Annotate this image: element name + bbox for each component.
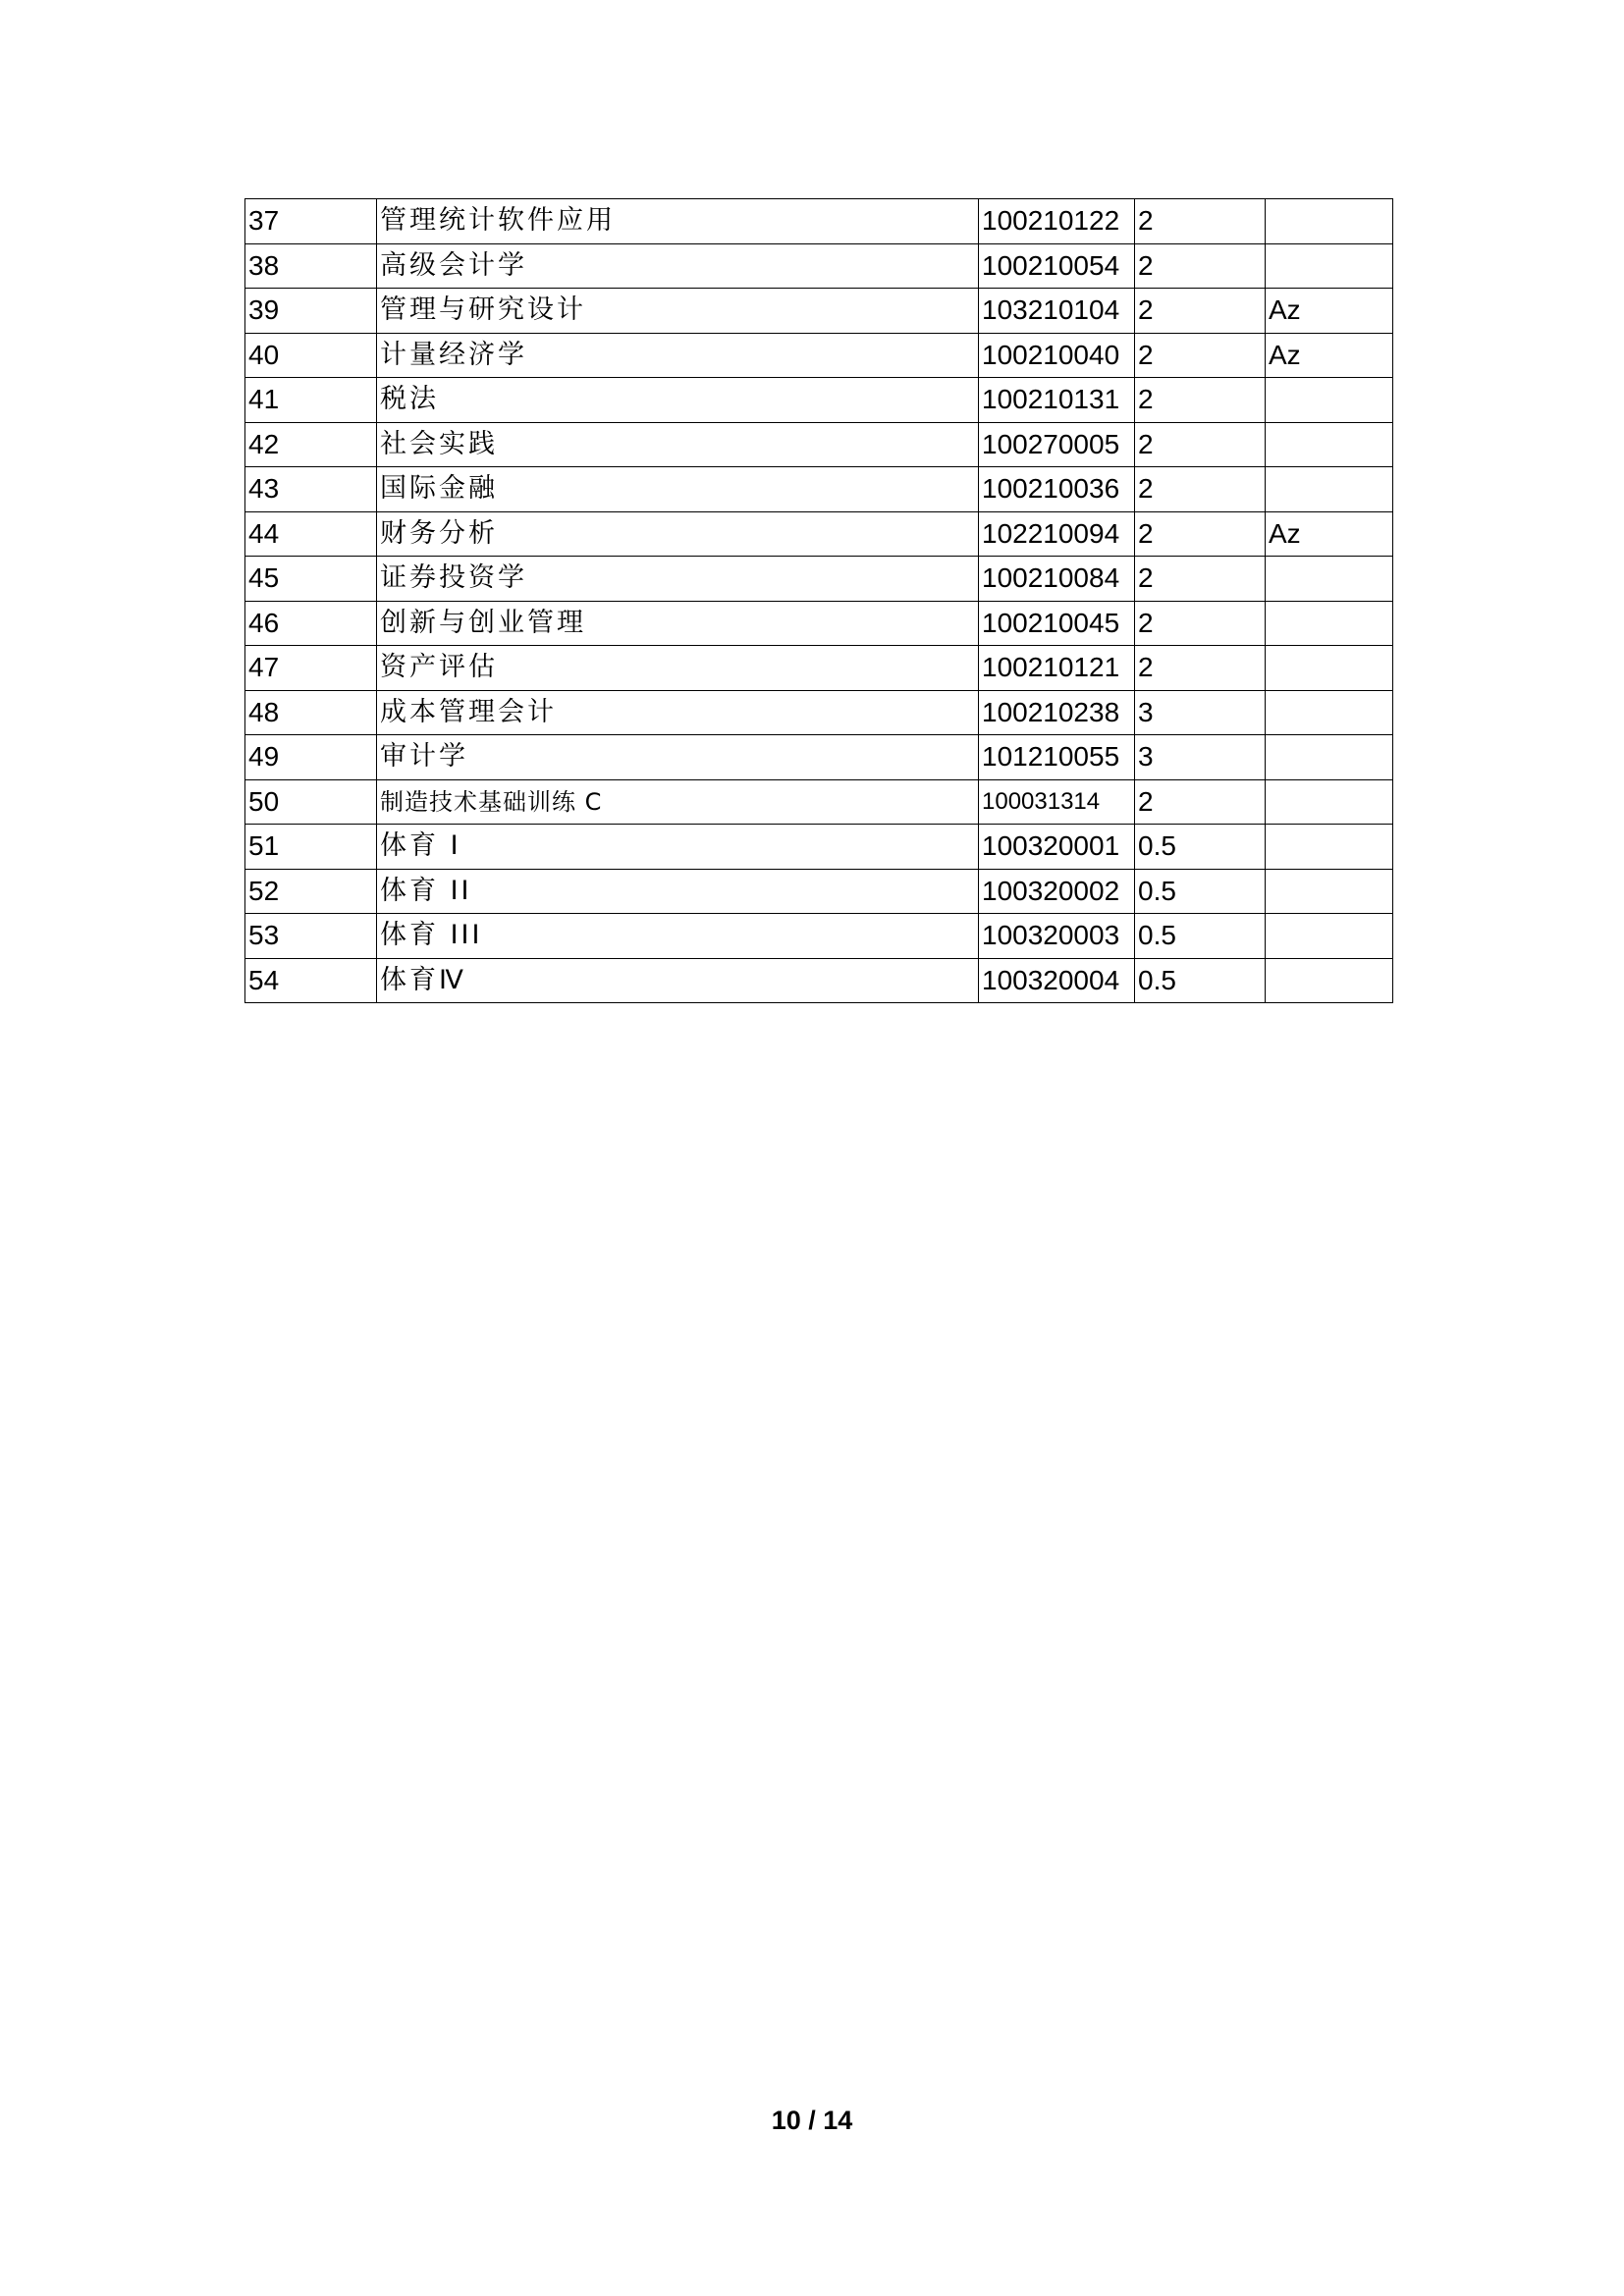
course-code: 100320001 [979, 825, 1135, 870]
row-number: 47 [245, 646, 377, 691]
table-row [245, 914, 1393, 959]
course-name: 社会实践 [377, 422, 979, 467]
course-note [1266, 735, 1393, 780]
course-note [1266, 199, 1393, 244]
course-code: 100320004 [979, 958, 1135, 1003]
course-code: 100210045 [979, 601, 1135, 646]
course-code: 100210131 [979, 378, 1135, 423]
course-name: 税法 [377, 378, 979, 423]
table-row [245, 511, 1393, 557]
table-row [245, 735, 1393, 780]
row-number: 48 [245, 690, 377, 735]
course-credit: 2 [1135, 199, 1266, 244]
table-row [245, 378, 1393, 423]
course-name: 高级会计学 [377, 243, 979, 289]
course-credit: 2 [1135, 333, 1266, 378]
course-name: 成本管理会计 [377, 690, 979, 735]
course-table-body [245, 199, 1393, 1003]
row-number: 52 [245, 869, 377, 914]
course-credit: 2 [1135, 779, 1266, 825]
row-number: 40 [245, 333, 377, 378]
course-code: 100210040 [979, 333, 1135, 378]
course-code: 101210055 [979, 735, 1135, 780]
course-code: 100210122 [979, 199, 1135, 244]
table-row [245, 825, 1393, 870]
course-code: 100270005 [979, 422, 1135, 467]
row-number: 49 [245, 735, 377, 780]
row-number: 50 [245, 779, 377, 825]
course-credit: 2 [1135, 422, 1266, 467]
course-note [1266, 869, 1393, 914]
course-code: 100320002 [979, 869, 1135, 914]
table-row [245, 243, 1393, 289]
row-number: 51 [245, 825, 377, 870]
row-number: 45 [245, 557, 377, 602]
table-row [245, 869, 1393, 914]
table-row [245, 289, 1393, 334]
course-name: 制造技术基础训练 C [377, 779, 979, 825]
course-code: 100210036 [979, 467, 1135, 512]
table-row [245, 646, 1393, 691]
course-code: 100210084 [979, 557, 1135, 602]
course-name: 体育 II [377, 869, 979, 914]
course-credit: 0.5 [1135, 869, 1266, 914]
course-name: 体育Ⅳ [377, 958, 979, 1003]
table-row [245, 690, 1393, 735]
course-name: 创新与创业管理 [377, 601, 979, 646]
row-number: 41 [245, 378, 377, 423]
course-note [1266, 646, 1393, 691]
course-note [1266, 690, 1393, 735]
course-code: 100210238 [979, 690, 1135, 735]
course-note [1266, 779, 1393, 825]
course-credit: 3 [1135, 690, 1266, 735]
course-note: Az [1266, 333, 1393, 378]
table-row [245, 779, 1393, 825]
course-credit: 3 [1135, 735, 1266, 780]
course-note [1266, 467, 1393, 512]
course-note [1266, 378, 1393, 423]
page-number: 10 / 14 [771, 2106, 853, 2135]
table-row [245, 601, 1393, 646]
course-code: 103210104 [979, 289, 1135, 334]
course-note [1266, 557, 1393, 602]
course-name: 体育 I [377, 825, 979, 870]
course-code: 102210094 [979, 511, 1135, 557]
course-table [244, 198, 1393, 1003]
row-number: 44 [245, 511, 377, 557]
course-credit: 2 [1135, 646, 1266, 691]
course-credit: 0.5 [1135, 958, 1266, 1003]
table-row [245, 467, 1393, 512]
table-row [245, 199, 1393, 244]
course-note [1266, 243, 1393, 289]
course-name: 财务分析 [377, 511, 979, 557]
course-name: 体育 III [377, 914, 979, 959]
row-number: 43 [245, 467, 377, 512]
course-credit: 2 [1135, 511, 1266, 557]
course-code: 100210121 [979, 646, 1135, 691]
course-name: 管理统计软件应用 [377, 199, 979, 244]
course-note: Az [1266, 511, 1393, 557]
table-row [245, 422, 1393, 467]
course-code: 100210054 [979, 243, 1135, 289]
course-code: 100031314 [979, 779, 1135, 825]
row-number: 37 [245, 199, 377, 244]
course-credit: 2 [1135, 378, 1266, 423]
row-number: 46 [245, 601, 377, 646]
course-note [1266, 825, 1393, 870]
course-credit: 2 [1135, 289, 1266, 334]
table-row [245, 958, 1393, 1003]
course-name: 计量经济学 [377, 333, 979, 378]
course-credit: 2 [1135, 601, 1266, 646]
course-note [1266, 914, 1393, 959]
course-credit: 0.5 [1135, 825, 1266, 870]
course-credit: 2 [1135, 467, 1266, 512]
course-name: 国际金融 [377, 467, 979, 512]
course-code: 100320003 [979, 914, 1135, 959]
course-credit: 2 [1135, 557, 1266, 602]
course-credit: 2 [1135, 243, 1266, 289]
course-note: Az [1266, 289, 1393, 334]
course-note [1266, 422, 1393, 467]
course-name: 审计学 [377, 735, 979, 780]
row-number: 39 [245, 289, 377, 334]
course-note [1266, 601, 1393, 646]
course-credit: 0.5 [1135, 914, 1266, 959]
course-note [1266, 958, 1393, 1003]
row-number: 53 [245, 914, 377, 959]
course-name: 管理与研究设计 [377, 289, 979, 334]
row-number: 38 [245, 243, 377, 289]
course-name: 证券投资学 [377, 557, 979, 602]
table-row [245, 557, 1393, 602]
row-number: 54 [245, 958, 377, 1003]
table-row [245, 333, 1393, 378]
course-name: 资产评估 [377, 646, 979, 691]
row-number: 42 [245, 422, 377, 467]
